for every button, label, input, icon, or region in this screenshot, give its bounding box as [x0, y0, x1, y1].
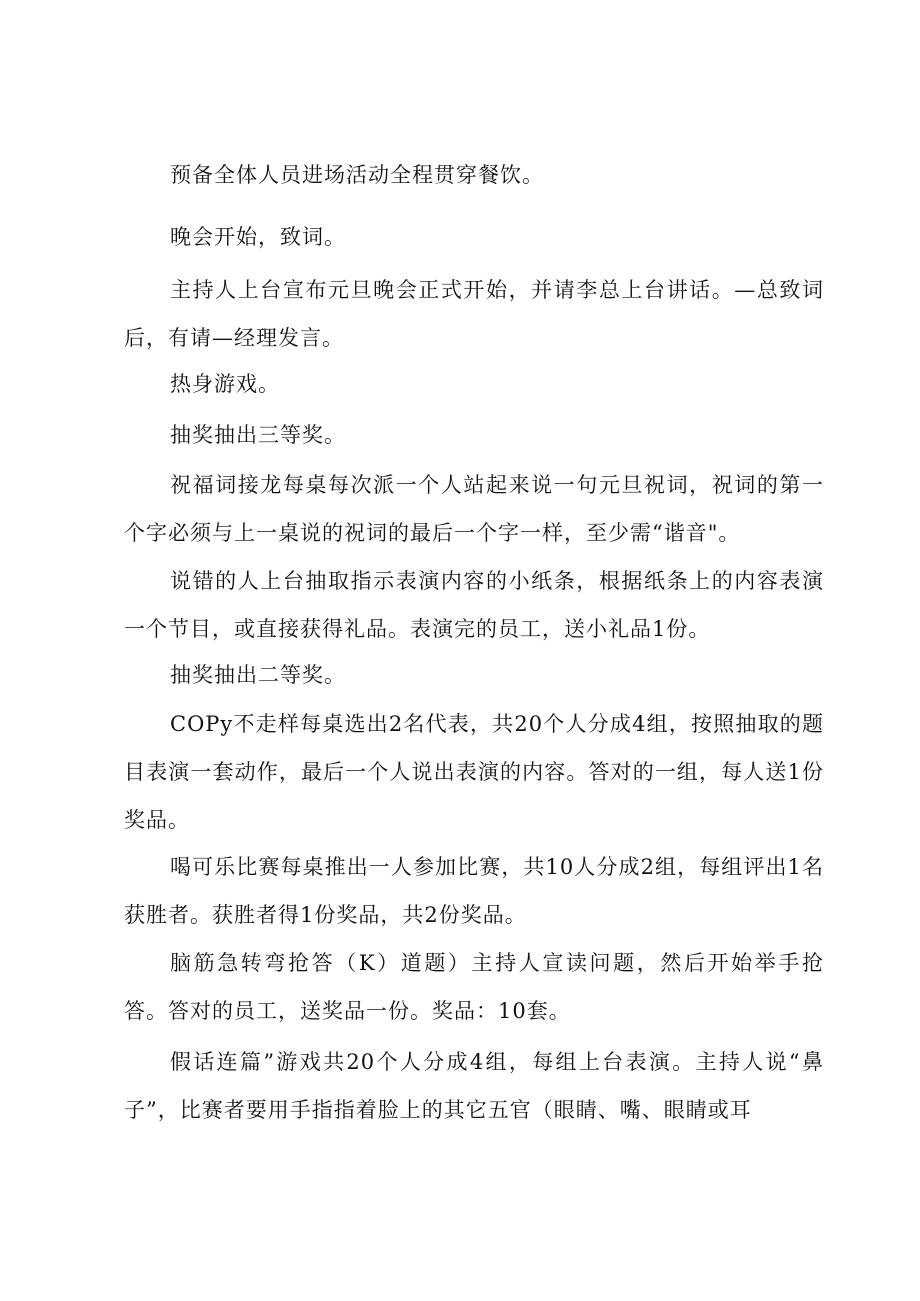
- paragraph-11: 脑筋急转弯抢答（K）道题）主持人宣读问题，然后开始举手抢答。答对的员工，送奖品一份。奖品：10套。: [124, 951, 824, 1023]
- paragraph-8: 抽奖抽出二等奖。: [170, 663, 346, 687]
- paragraph-5: 抽奖抽出三等奖。: [170, 423, 346, 447]
- paragraph-2: 晚会开始，致词。: [170, 225, 346, 249]
- paragraph-9: COPy不走样每桌选出2名代表，共20个人分成4组，按照抽取的题目表演一套动作，最后一个人说出表演的内容。答对的一组，每人送1份奖品。: [124, 712, 824, 832]
- paragraph-10: 喝可乐比赛每桌推出一人参加比赛，共10人分成2组，每组评出1名获胜者。获胜者得1份奖品，共2份奖品。: [124, 855, 824, 927]
- paragraph-12: 假话连篇”游戏共20个人分成4组，每组上台表演。主持人说“鼻子”，比赛者要用手指指着脸上的其它五官（眼睛、嘴、眼睛或耳: [124, 1050, 824, 1122]
- paragraph-6: 祝福词接龙每桌每次派一个人站起来说一句元旦祝词，祝词的第一个字必须与上一桌说的祝词的最后一个字一样，至少需“谐音"。: [124, 473, 824, 545]
- paragraph-4: 热身游戏。: [170, 372, 280, 396]
- paragraph-1: 预备全体人员进场活动全程贯穿餐饮。: [170, 163, 544, 187]
- paragraph-7: 说错的人上台抽取指示表演内容的小纸条，根据纸条上的内容表演一个节目，或直接获得礼品。表演完的员工，送小礼品1份。: [124, 569, 824, 641]
- paragraph-3: 主持人上台宣布元旦晚会正式开始，并请李总上台讲话。—总致词后，有请—经理发言。: [124, 278, 824, 350]
